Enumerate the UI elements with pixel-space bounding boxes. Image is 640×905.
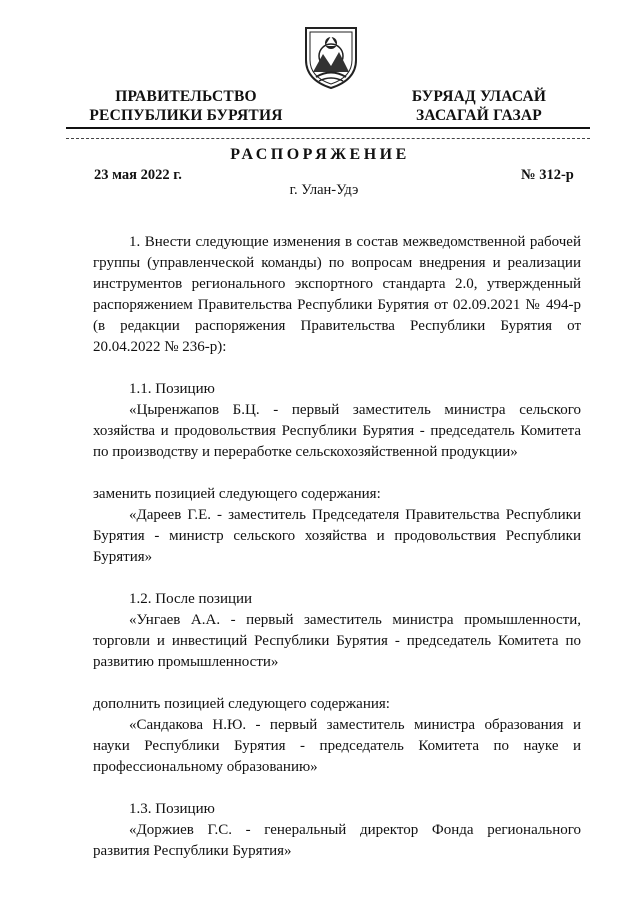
paragraph-1-3-quote: «Доржиев Г.С. - генеральный директор Фонда регионального развития Республики Бурятия» <box>93 822 581 859</box>
header-right-line1: БУРЯАД УЛАСАЙ <box>411 88 547 105</box>
header-left-line1: ПРАВИТЕЛЬСТВО <box>115 88 257 105</box>
coat-of-arms-icon <box>300 22 362 90</box>
document-number: № 312-р <box>521 167 574 183</box>
paragraph-1-2-quote: «Унгаев А.А. - первый заместитель министра промышленности, торговли и инвестиций Республики Бурятия - председатель Комитета по развитию промышленности» <box>93 612 581 670</box>
header-right-line2: ЗАСАГАЙ ГАЗАР <box>416 107 542 124</box>
paragraph-1-3-heading: 1.3. Позицию <box>129 801 215 817</box>
document-body <box>93 232 581 862</box>
paragraph-1: 1. Внести следующие изменения в состав межведомственной рабочей группы (управленческой команды) по вопросам внедрения и реализации инструментов регионального экспортного стандарта 2.0, утвержденный распоряжением Правительства Республики Бурятия от 02.09.2021 № 494-р (в редакции распоряжения Правительства Республики Бурятия от 20.04.2022 № 236-р): <box>93 234 581 355</box>
header-rule <box>66 127 590 129</box>
replacement-quote: «Дареев Г.Е. - заместитель Председателя Правительства Республики Бурятия - министр сельского хозяйства и продовольствия Республики Бурятия» <box>93 507 581 565</box>
header-right <box>404 87 554 125</box>
header-dashed-rule <box>66 138 590 139</box>
document-city: г. Улан-Удэ <box>289 182 359 198</box>
addition-quote: «Сандакова Н.Ю. - первый заместитель министра образования и науки Республики Бурятия - председатель Комитета по науке и профессиональному образованию» <box>93 717 581 775</box>
document-date: 23 мая 2022 г. <box>94 167 182 183</box>
paragraph-1-1-quote: «Цыренжапов Б.Ц. - первый заместитель министра сельского хозяйства и продовольствия Республики Бурятия - председатель Комитета по производству и переработке сельскохозяйственной продукции» <box>93 402 581 460</box>
header-left-line2: РЕСПУБЛИКИ БУРЯТИЯ <box>89 107 283 124</box>
header-left <box>88 87 284 125</box>
document-title: РАСПОРЯЖЕНИЕ <box>230 146 410 163</box>
paragraph-1-1-heading: 1.1. Позицию <box>129 381 215 397</box>
paragraph-1-2-heading: 1.2. После позиции <box>129 591 253 607</box>
replace-text: заменить позицией следующего содержания: <box>93 486 381 502</box>
add-text: дополнить позицией следующего содержания: <box>93 696 390 712</box>
